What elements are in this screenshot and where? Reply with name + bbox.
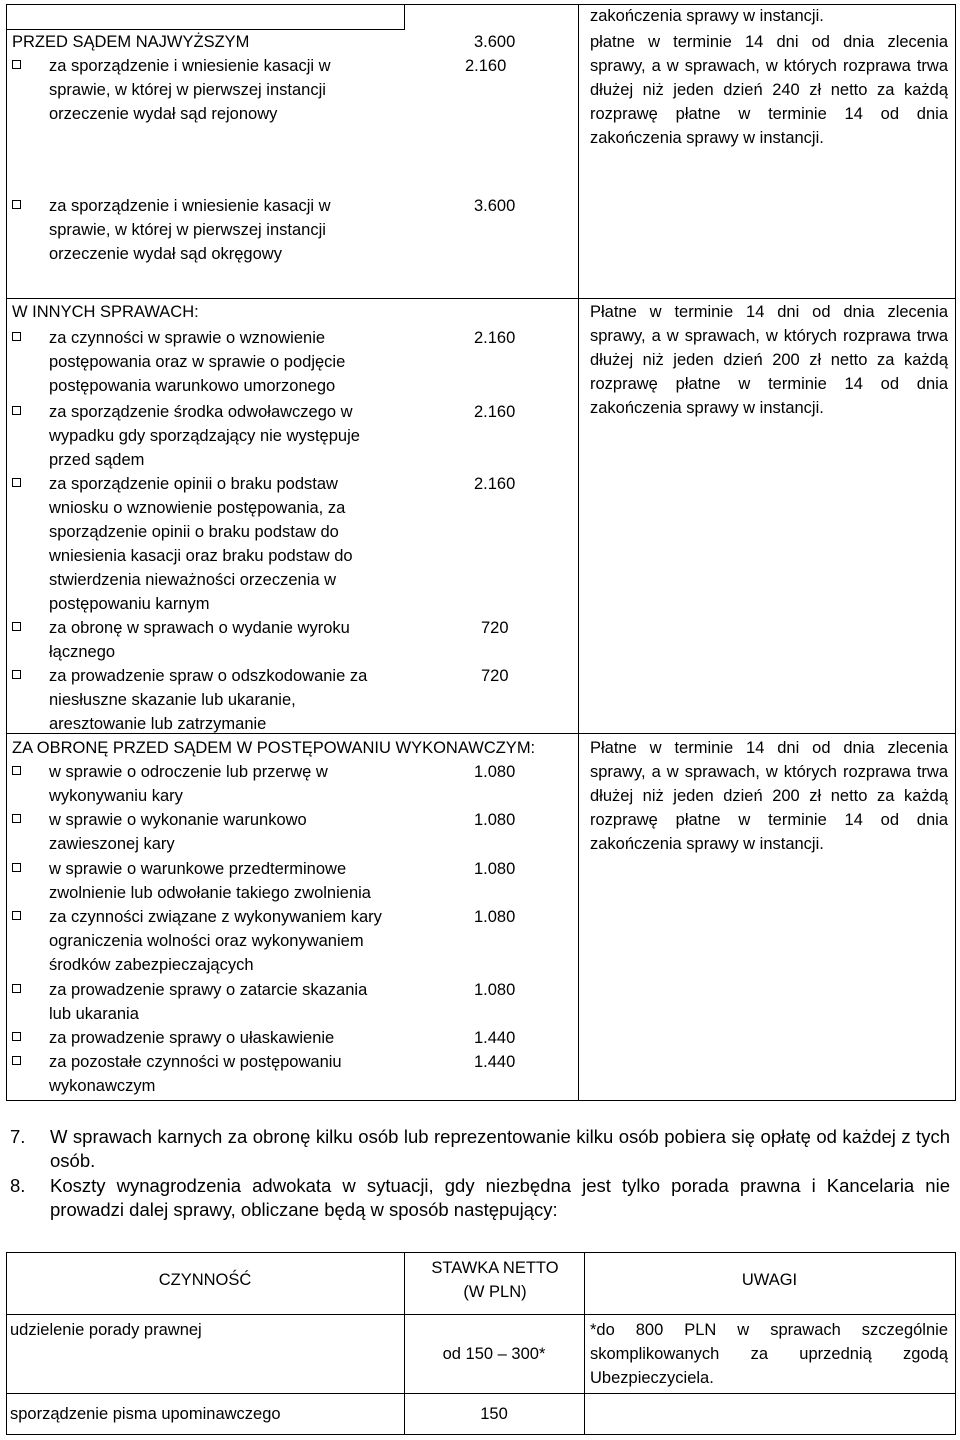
item-value: 2.160: [474, 475, 516, 493]
checkbox-icon: [12, 863, 21, 872]
item-text: za sporządzenie środka odwoławczego w wypadku gdy sporządzający nie występuje przed sądem: [49, 403, 360, 469]
item-value: 2.160: [465, 57, 507, 75]
checkbox-icon: [12, 814, 21, 823]
section-header-sn-value: 3.600: [474, 33, 516, 51]
item-text: za obronę w sprawach o wydanie wyroku łącznego: [49, 619, 350, 661]
section-header-other: W INNYCH SPRAWACH:: [12, 303, 199, 321]
sn-note: płatne w terminie 14 dni od dnia zlecenia sprawy, a w sprawach, w których rozprawa trwa dłużej niż jeden dzień 240 zł netto za każdą rozprawę płatne w terminie 14 od dnia zakończenia sprawy w instancji.: [590, 33, 948, 147]
item-value: 2.160: [474, 329, 516, 347]
col-header-notes: UWAGI: [741, 1271, 798, 1289]
item-text: za prowadzenie spraw o odszkodowanie za niesłuszne skazanie lub ukaranie, aresztowanie lub zatrzymanie: [49, 667, 368, 733]
row-note: *do 800 PLN w sprawach szczególnie skomplikowanych za uprzednią zgodą Ubezpieczyciela.: [590, 1321, 948, 1387]
checkbox-icon: [12, 1056, 21, 1065]
checkbox-icon: [12, 911, 21, 920]
item-text: w sprawie o odroczenie lub przerwę w wykonywaniu kary: [49, 763, 328, 805]
item-value: 1.080: [474, 811, 516, 829]
checkbox-icon: [12, 766, 21, 775]
item-text: za pozostałe czynności w postępowaniu wykonawczym: [49, 1053, 342, 1095]
checkbox-icon: [12, 332, 21, 341]
item-value: 720: [481, 619, 509, 637]
item-value: 1.440: [474, 1029, 516, 1047]
other-note: Płatne w terminie 14 dni od dnia zlecenia sprawy, a w sprawach, w których rozprawa trwa dłużej niż jeden dzień 200 zł netto za każdą rozprawę płatne w terminie 14 od dnia zakończenia sprawy w instancji.: [590, 303, 948, 417]
section-header-exec: ZA OBRONĘ PRZED SĄDEM W POSTĘPOWANIU WYKONAWCZYM:: [12, 739, 536, 757]
item-value: 1.080: [474, 860, 516, 878]
paragraph-number: 7.: [10, 1126, 26, 1147]
checkbox-icon: [12, 60, 21, 69]
checkbox-icon: [12, 406, 21, 415]
item-text: w sprawie o wykonanie warunkowo zawieszonej kary: [49, 811, 307, 853]
checkbox-icon: [12, 1032, 21, 1041]
item-value: 1.440: [474, 1053, 516, 1071]
checkbox-icon: [12, 984, 21, 993]
checkbox-icon: [12, 622, 21, 631]
item-text: za prowadzenie sprawy o zatarcie skazania lub ukarania: [49, 981, 368, 1023]
item-value: 720: [481, 667, 509, 685]
item-value: 1.080: [474, 981, 516, 999]
checkbox-icon: [12, 200, 21, 209]
row-action: udzielenie porady prawnej: [10, 1321, 202, 1339]
item-text: za prowadzenie sprawy o ułaskawienie: [49, 1029, 335, 1047]
item-value: 2.160: [474, 403, 516, 421]
section-header-sn: PRZED SĄDEM NAJWYŻSZYM: [12, 33, 250, 51]
row-action: sporządzenie pisma upominawczego: [10, 1405, 281, 1423]
row-rate: od 150 – 300*: [442, 1345, 546, 1363]
item-text: za czynności w sprawie o wznowienie postępowania oraz w sprawie o podjęcie postępowania warunkowo umorzonego: [49, 329, 346, 395]
item-text: za czynności związane z wykonywaniem kary ograniczenia wolności oraz wykonywaniem środków zabezpieczających: [49, 908, 382, 974]
paragraph-text: W sprawach karnych za obronę kilku osób lub reprezentowanie kilku osób pobiera się opłatę od każdej z tych osób.: [50, 1126, 950, 1171]
item-text: za sporządzenie i wniesienie kasacji w sprawie, w której w pierwszej instancji orzeczenie wydał sąd rejonowy: [49, 57, 331, 123]
exec-note: Płatne w terminie 14 dni od dnia zlecenia sprawy, a w sprawach, w których rozprawa trwa dłużej niż jeden dzień 200 zł netto za każdą rozprawę płatne w terminie 14 od dnia zakończenia sprawy w instancji.: [590, 739, 948, 853]
item-text: za sporządzenie opinii o braku podstaw wniosku o wznowienie postępowania, za sporządzenie opinii o braku podstaw do wniesienia kasacji oraz braku podstaw do stwierdzenia nieważności orzeczenia w postępowaniu karnym: [49, 475, 353, 613]
item-value: 3.600: [474, 197, 516, 215]
item-value: 1.080: [474, 908, 516, 926]
checkbox-icon: [12, 670, 21, 679]
paragraph-text: Koszty wynagrodzenia adwokata w sytuacji, gdy niezbędna jest tylko porada prawna i Kancelaria nie prowadzi dalej sprawy, obliczane będą w sposób następujący:: [50, 1175, 950, 1220]
item-value: 1.080: [474, 763, 516, 781]
cut-note: zakończenia sprawy w instancji.: [590, 7, 824, 25]
row-rate: 150: [480, 1405, 508, 1423]
paragraph-number: 8.: [10, 1175, 26, 1196]
item-text: za sporządzenie i wniesienie kasacji w sprawie, w której w pierwszej instancji orzeczenie wydał sąd okręgowy: [49, 197, 331, 263]
col-header-action: CZYNNOŚĆ: [158, 1271, 252, 1289]
checkbox-icon: [12, 478, 21, 487]
col-header-rate: STAWKA NETTO (W PLN): [431, 1259, 559, 1301]
item-text: w sprawie o warunkowe przedterminowe zwolnienie lub odwołanie takiego zwolnienia: [49, 860, 371, 902]
